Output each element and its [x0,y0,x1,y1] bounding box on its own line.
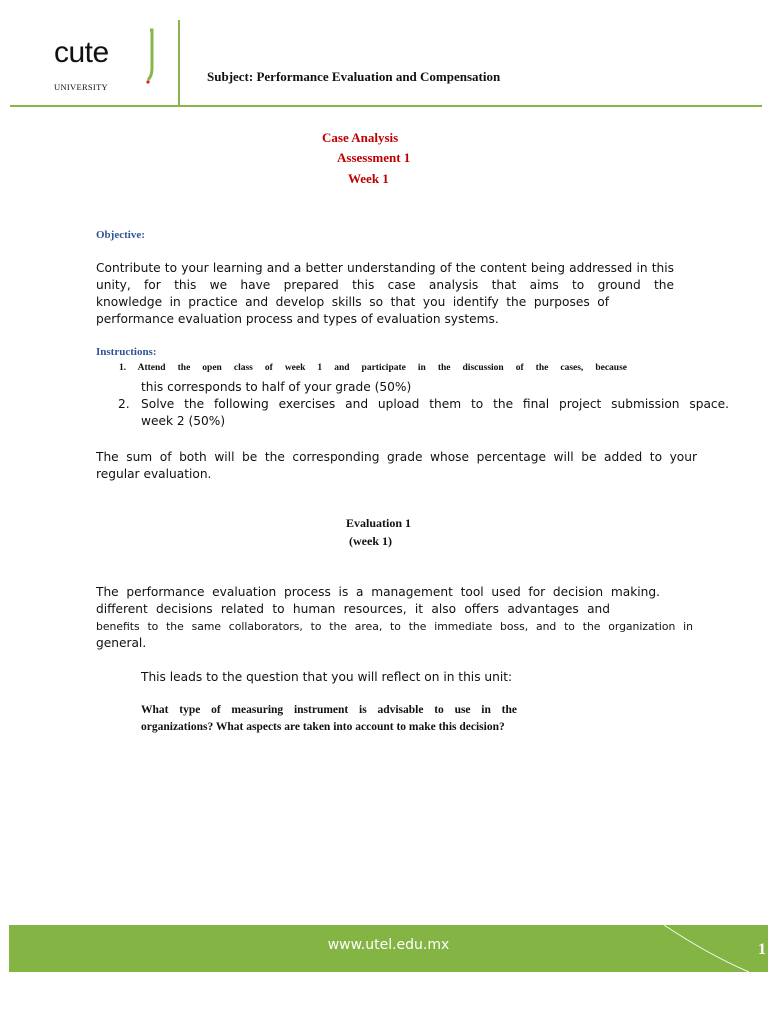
instruction-item-2: Solve the following exercises and upload them to the final project submission space. [141,397,729,411]
header-divider-horizontal [10,105,762,107]
evaluation-title: Evaluation 1 [346,516,412,530]
evaluation-subtitle: (week 1) [349,534,392,548]
objective-line: unity, for this we have prepared this case analysis that aims to ground the [96,278,674,292]
reflection-lead: This leads to the question that you will reflect on in this unit: [141,670,513,684]
reflection-question-line-2: organizations? What aspects are taken into account to make this decision? [141,721,505,733]
instruction-item-2-number: 2. [118,397,130,411]
instruction-item-1-continuation: this corresponds to half of your grade (50%) [141,380,412,394]
instruction-item-2-continuation: week 2 (50%) [141,414,226,428]
process-paragraph [96,584,693,652]
sum-line: The sum of both will be the corresponding grade whose percentage will be added to your [96,450,697,464]
sum-paragraph [96,449,697,483]
subject-title: Subject: Performance Evaluation and Compensation [207,69,501,84]
process-line: different decisions related to human resources, it also offers advantages and [96,602,610,616]
header-divider-vertical [178,20,180,106]
objective-line: knowledge in practice and develop skills so that you identify the purposes of [96,295,609,309]
process-line: general. [96,636,147,650]
instructions-heading: Instructions: [96,346,157,358]
process-line: benefits to the same collaborators, to the area, to the immediate boss, and to the organization in [96,620,693,633]
footer-url[interactable]: www.utel.edu.mx [327,937,450,953]
objective-heading: Objective: [96,229,145,241]
process-line: The performance evaluation process is a management tool used for decision making. [96,585,660,599]
reflection-question-line-1: What type of measuring instrument is advisable to use in the [141,704,517,716]
case-analysis-title: Case Analysis [322,130,399,145]
university-logo-text: cute [54,36,109,69]
assessment-title: Assessment 1 [337,150,411,165]
objective-line: performance evaluation process and types of evaluation systems. [96,312,499,326]
objective-paragraph [96,260,674,328]
university-logo-subtext: UNIVERSITY [54,82,108,92]
page-number: 1 [758,941,766,958]
objective-line: Contribute to your learning and a better understanding of the content being addressed in this [96,261,674,275]
instruction-item-1: 1. Attend the open class of week 1 and participate in the discussion of the cases, because [119,363,627,373]
sum-line: regular evaluation. [96,467,212,481]
logo-mark-icon [145,28,155,84]
footer-bar [9,925,768,972]
week-title: Week 1 [348,171,389,186]
